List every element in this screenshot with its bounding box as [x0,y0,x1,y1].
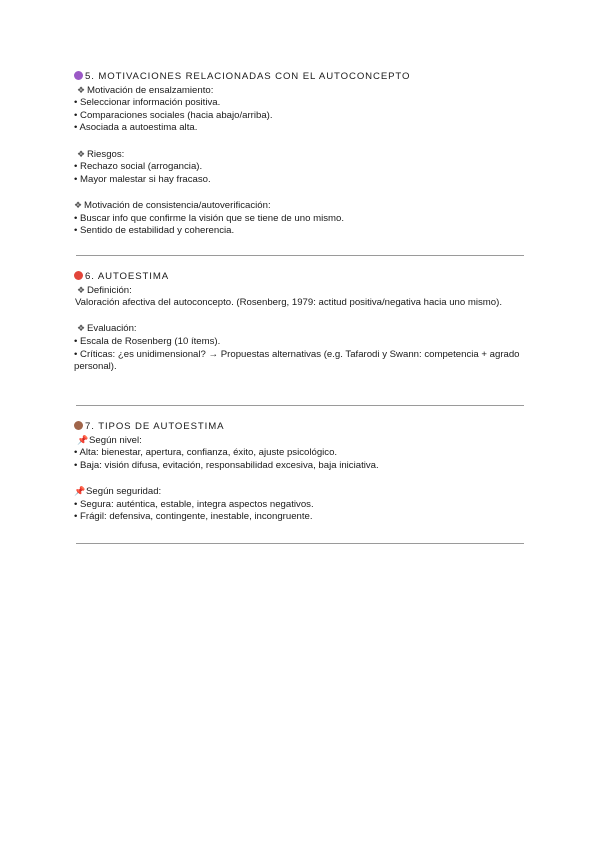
subheading: ❖ Definición: [77,284,132,296]
diamond-icon: ❖ [77,323,86,334]
diamond-icon: ❖ [77,148,86,159]
diamond-icon: ❖ [74,199,83,210]
section-autoestima [74,271,524,374]
red-circle-icon [74,271,83,280]
list-item: • Baja: visión difusa, evitación, responsabilidad excesiva, baja iniciativa. [74,459,379,471]
subheading: 📌Según seguridad: [74,485,162,497]
list-item: • Seleccionar información positiva. [74,97,221,109]
purple-circle-icon [74,71,83,80]
diamond-icon: ❖ [77,84,86,95]
divider [76,255,524,256]
list-item: • Frágil: defensiva, contingente, inestable, incongruente. [74,511,313,523]
diamond-icon: ❖ [77,284,86,295]
brown-circle-icon [74,421,83,430]
pushpin-icon: 📌 [74,485,86,496]
section-title: 5. MOTIVACIONES RELACIONADAS CON EL AUTOCONCEPTO [74,71,524,84]
definition-text: Valoración afectiva del autoconcepto. (Rosenberg, 1979: actitud positiva/negativa hacia uno mismo). [75,297,502,309]
divider [76,543,524,544]
section-tipos-autoestima [74,421,524,524]
section-title: 7. TIPOS DE AUTOESTIMA [74,421,524,434]
pushpin-icon: 📌 [77,434,89,445]
subheading: 📌Según nivel: [77,434,142,446]
list-item: • Segura: auténtica, estable, integra aspectos negativos. [74,498,314,510]
subheading: ❖ Evaluación: [77,323,137,335]
list-item: • Buscar info que confirme la visión que se tiene de uno mismo. [74,212,344,224]
list-item: • Rechazo social (arrogancia). [74,161,203,173]
section-motivaciones [74,71,524,238]
list-item: • Comparaciones sociales (hacia abajo/arriba). [74,109,273,121]
list-item: • Mayor malestar si hay fracaso. [74,173,211,185]
list-item: • Críticas: ¿es unidimensional? → Propuestas alternativas (e.g. Tafarodi y Swann: competencia + agrado personal). [74,348,520,373]
divider [76,405,524,406]
list-item: • Alta: bienestar, apertura, confianza, éxito, ajuste psicológico. [74,447,338,459]
subheading: ❖ Motivación de consistencia/autoverificación: [74,199,271,211]
list-item: • Escala de Rosenberg (10 ítems). [74,335,221,347]
subheading: ❖ Riesgos: [77,148,125,160]
subheading: ❖ Motivación de ensalzamiento: [77,84,214,96]
list-item: • Asociada a autoestima alta. [74,122,198,134]
section-title: 6. AUTOESTIMA [74,271,524,284]
list-item: • Sentido de estabilidad y coherencia. [74,225,235,237]
